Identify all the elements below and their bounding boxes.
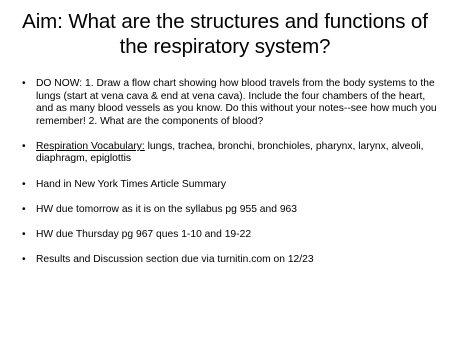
bullet-list (20, 78, 440, 279)
bullet-marker: • (22, 78, 26, 89)
slide-title: Aim: What are the structures and functions of the respiratory system? (22, 10, 428, 58)
bullet-marker: • (22, 253, 26, 265)
bullet-results-discussion (20, 254, 440, 267)
bullet-text: lungs, trachea, bronchi, bronchioles, pharynx, larynx, alveoli, diaphragm, epiglottis (36, 140, 424, 165)
bullet-marker: • (22, 203, 26, 215)
bullet-marker: • (22, 178, 26, 190)
bullet-hw-tomorrow (20, 204, 440, 217)
vocabulary-label: Respiration Vocabulary: (36, 140, 145, 152)
bullet-hw-thursday (20, 229, 440, 242)
bullet-vocabulary (20, 141, 440, 166)
bullet-text: DO NOW: 1. Draw a flow chart showing how blood travels from the body systems to the lungs (start at vena cava & end at vena cava). Include the four chambers of the heart, and as many blood vessels as you know. Do this without your notes--see how much you remember! 2. What are the components of blood? (36, 78, 437, 127)
bullet-article-summary (20, 179, 440, 192)
bullet-marker: • (22, 228, 26, 240)
bullet-do-now (20, 78, 440, 128)
bullet-marker: • (22, 140, 26, 152)
bullet-text: HW due Thursday pg 967 ques 1-10 and 19-22 (36, 228, 252, 240)
bullet-text: HW due tomorrow as it is on the syllabus pg 955 and 963 (36, 203, 297, 215)
bullet-text: Hand in New York Times Article Summary (36, 178, 226, 190)
bullet-text: Results and Discussion section due via turnitin.com on 12/23 (36, 253, 314, 265)
